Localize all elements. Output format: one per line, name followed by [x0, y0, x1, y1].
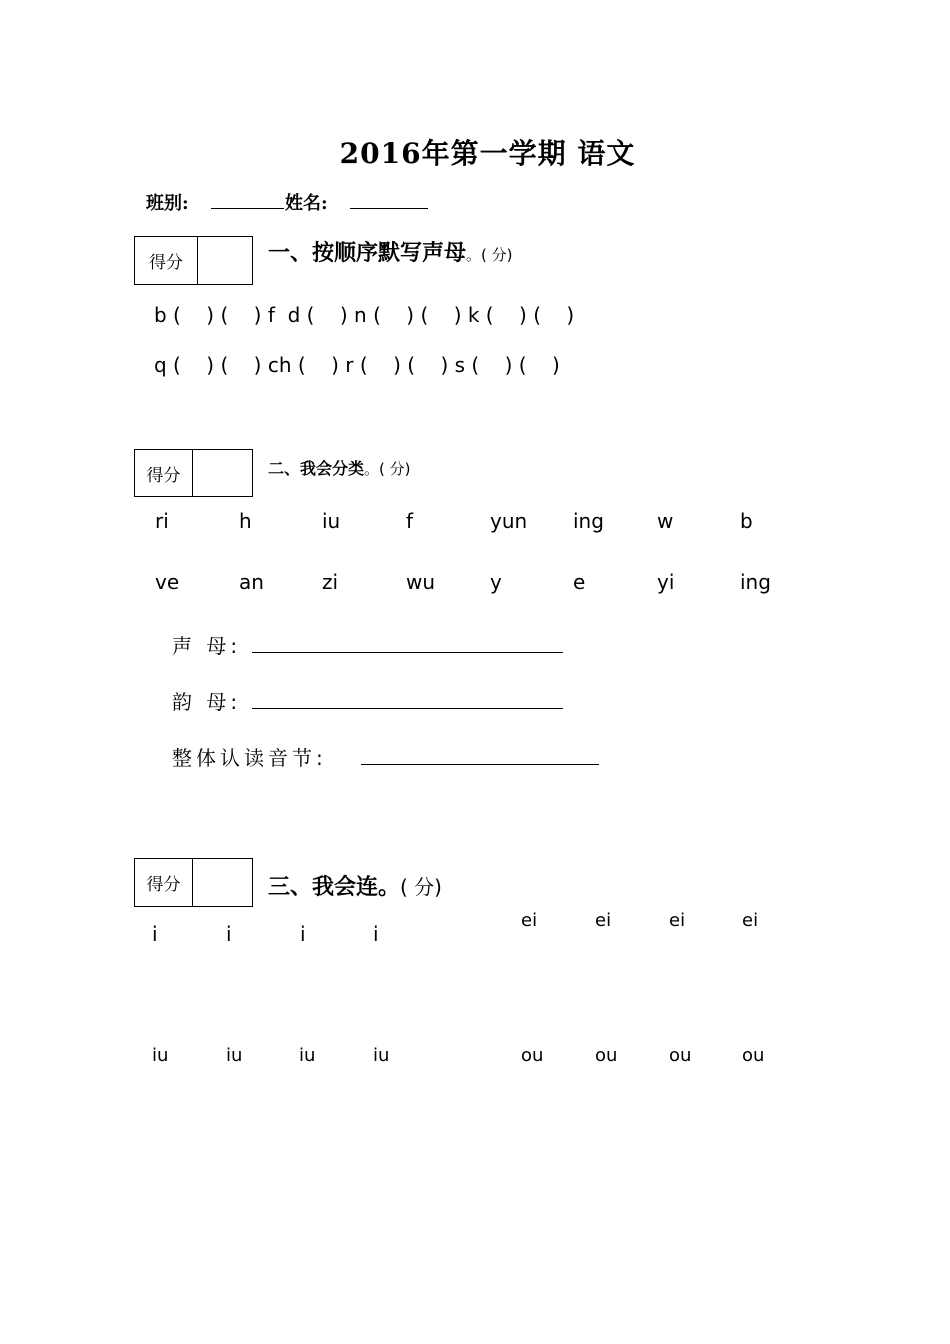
score-label: 得分: [135, 237, 198, 284]
section2-heading: [268, 456, 411, 479]
shengmu-label: 声 母:: [172, 634, 242, 658]
list-item[interactable]: ou: [595, 1045, 618, 1066]
list-item: e: [573, 570, 586, 594]
section2-title: 二、我会分类: [268, 459, 365, 478]
score-label: 得分: [135, 450, 193, 496]
class-blank[interactable]: [211, 208, 284, 209]
score-value-1[interactable]: [198, 237, 252, 284]
list-item: wu: [406, 570, 436, 594]
list-item[interactable]: ei: [669, 910, 686, 931]
section3-score-note: ( 分): [400, 875, 442, 899]
yunmu-label: 韵 母:: [172, 690, 242, 714]
list-item[interactable]: ou: [742, 1045, 765, 1066]
list-item[interactable]: ei: [742, 910, 759, 931]
list-item[interactable]: iu: [226, 1045, 243, 1066]
list-item[interactable]: ou: [521, 1045, 544, 1066]
list-item[interactable]: i: [373, 922, 379, 946]
list-item: yi: [657, 570, 675, 594]
zhengti-answer-line[interactable]: [361, 764, 599, 765]
list-item[interactable]: i: [152, 922, 158, 946]
list-item[interactable]: i: [300, 922, 306, 946]
list-item: ve: [155, 570, 180, 594]
section1-score-note: 。( 分): [466, 246, 513, 264]
list-item: b: [740, 509, 753, 533]
section3-title: 三、我会连。: [268, 875, 401, 900]
list-item[interactable]: ei: [521, 910, 538, 931]
list-item[interactable]: iu: [152, 1045, 169, 1066]
name-label: 姓名:: [285, 193, 328, 214]
name-blank[interactable]: [350, 208, 428, 209]
section1-row1: b ( ) ( ) f d ( ) n ( ) ( ) k ( ) ( ): [154, 303, 575, 327]
section3-heading: [268, 870, 442, 901]
page-title: 2016年第一学期 语文: [339, 137, 636, 170]
list-item: an: [239, 570, 264, 594]
list-item: h: [239, 509, 252, 533]
list-item: w: [657, 509, 674, 533]
section1-heading: [268, 236, 513, 267]
list-item: f: [406, 509, 414, 533]
list-item[interactable]: ou: [669, 1045, 692, 1066]
section2-score-note: 。( 分): [364, 460, 411, 478]
list-item[interactable]: iu: [299, 1045, 316, 1066]
list-item: yun: [490, 509, 528, 533]
list-item: zi: [322, 570, 339, 594]
score-value-3[interactable]: [193, 859, 252, 906]
list-item: ri: [155, 509, 169, 533]
zhengti-label: 整体认读音节:: [172, 746, 327, 770]
list-item[interactable]: iu: [373, 1045, 390, 1066]
list-item: ing: [573, 509, 604, 533]
section1-row2: q ( ) ( ) ch ( ) r ( ) ( ) s ( ) ( ): [154, 353, 560, 377]
class-label: 班别:: [146, 193, 189, 214]
shengmu-answer-line[interactable]: [252, 652, 563, 653]
score-label: 得分: [135, 859, 193, 906]
score-box-2: [134, 449, 253, 497]
list-item: iu: [322, 509, 341, 533]
list-item: y: [490, 570, 502, 594]
list-item[interactable]: i: [226, 922, 232, 946]
section1-title: 一、按顺序默写声母: [268, 241, 467, 266]
list-item[interactable]: ei: [595, 910, 612, 931]
yunmu-answer-line[interactable]: [252, 708, 563, 709]
score-box-1: [134, 236, 253, 285]
list-item: ing: [740, 570, 771, 594]
score-value-2[interactable]: [193, 450, 252, 496]
score-box-3: [134, 858, 253, 907]
